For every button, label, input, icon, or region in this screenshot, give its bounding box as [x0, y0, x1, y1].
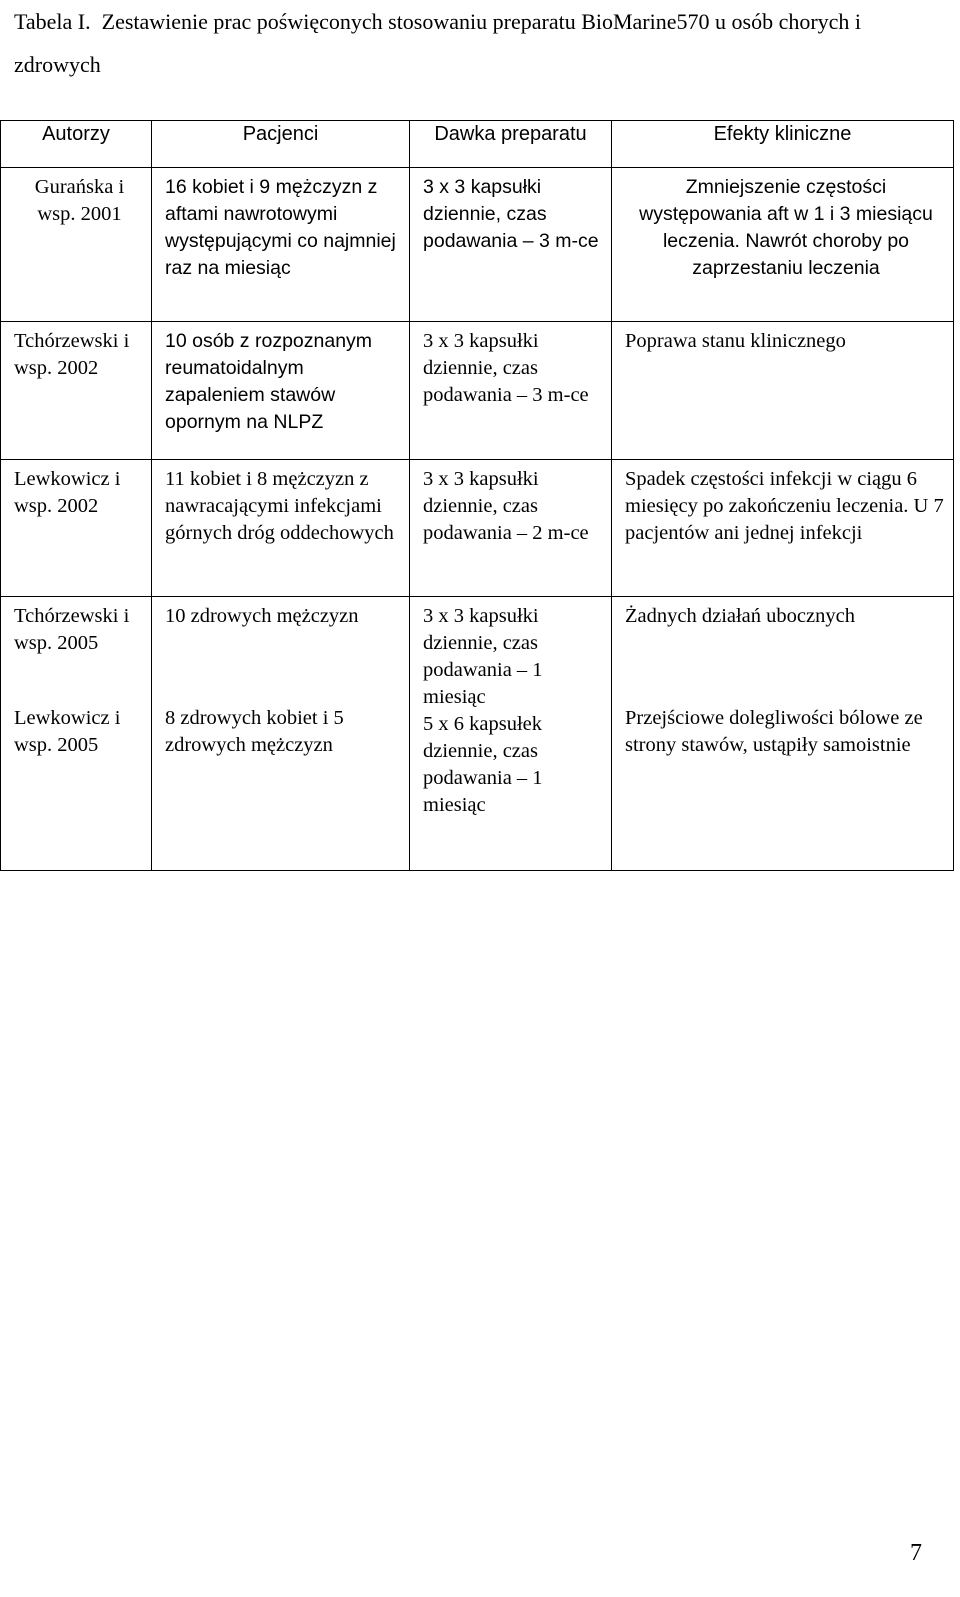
header-authors: Autorzy	[1, 121, 152, 168]
effects-text: Żadnych działań ubocznych	[625, 605, 855, 627]
header-effects: Efekty kliniczne	[612, 121, 954, 168]
cell-patients	[152, 322, 410, 460]
dose-text: 3 x 3 kapsułki dziennie, czas podawania – 1 miesiąc	[423, 605, 543, 708]
authors-text: Lewkowicz i wsp. 2005	[14, 707, 121, 756]
patients-text: 8 zdrowych kobiet i 5 zdrowych mężczyzn	[165, 707, 344, 756]
authors-text: Lewkowicz i wsp. 2002	[14, 468, 121, 517]
header-dose: Dawka preparatu	[410, 121, 612, 168]
authors-text: Tchórzewski i wsp. 2005	[14, 605, 130, 654]
effects-text: Przejściowe dolegliwości bólowe ze strony stawów, ustąpiły samoistnie	[625, 707, 923, 756]
dose-text: 5 x 6 kapsułek dziennie, czas podawania – 1 miesiąc	[423, 713, 543, 816]
cell-authors	[1, 460, 152, 597]
cell-effects	[612, 460, 954, 597]
cell-patients	[152, 597, 410, 871]
effects-text: Poprawa stanu klinicznego	[625, 330, 846, 352]
cell-dose	[410, 460, 612, 597]
patients-text: 10 osób z rozpoznanym reumatoidalnym zapaleniem stawów opornym na NLPZ	[165, 330, 373, 433]
cell-authors	[1, 168, 152, 322]
cell-dose	[410, 322, 612, 460]
cell-patients	[152, 460, 410, 597]
authors-text: Tchórzewski i wsp. 2002	[14, 330, 130, 379]
patients-text: 10 zdrowych mężczyzn	[165, 605, 359, 627]
patients-text: 11 kobiet i 8 mężczyzn z nawracającymi infekcjami górnych dróg oddechowych	[165, 468, 394, 544]
table-row	[1, 460, 954, 597]
cell-authors	[1, 322, 152, 460]
cell-effects	[612, 168, 954, 322]
effects-text: Zmniejszenie częstości występowania aft w 1 i 3 miesiącu leczenia. Nawrót choroby po zaprzestaniu leczenia	[639, 176, 933, 279]
dose-text: 3 x 3 kapsułki dziennie, czas podawania – 3 m-ce	[423, 330, 589, 406]
caption-label: Tabela I.	[14, 9, 91, 34]
cell-dose	[410, 597, 612, 871]
dose-text: 3 x 3 kapsułki dziennie, czas podawania – 2 m-ce	[423, 468, 589, 544]
table-row	[1, 597, 954, 871]
caption-text: Zestawienie prac poświęconych stosowaniu preparatu BioMarine570 u osób chorych i zdrowych	[14, 9, 862, 77]
cell-dose	[410, 168, 612, 322]
page-number: 7	[910, 1540, 922, 1566]
table-header-row	[1, 121, 954, 168]
patients-text: 16 kobiet i 9 mężczyzn z aftami nawrotowymi występującymi co najmniej raz na miesiąc	[165, 176, 396, 279]
dose-text: 3 x 3 kapsułki dziennie, czas podawania – 3 m-ce	[423, 176, 599, 252]
effects-text: Spadek częstości infekcji w ciągu 6 miesięcy po zakończeniu leczenia. U 7 pacjentów ani jednej infekcji	[625, 468, 944, 544]
cell-effects	[612, 597, 954, 871]
cell-effects	[612, 322, 954, 460]
studies-table	[0, 120, 954, 871]
authors-text: Gurańska i wsp. 2001	[34, 176, 125, 225]
cell-patients	[152, 168, 410, 322]
table-row	[1, 322, 954, 460]
cell-authors	[1, 597, 152, 871]
table-row	[1, 168, 954, 322]
header-patients: Pacjenci	[152, 121, 410, 168]
table-caption	[14, 0, 934, 86]
